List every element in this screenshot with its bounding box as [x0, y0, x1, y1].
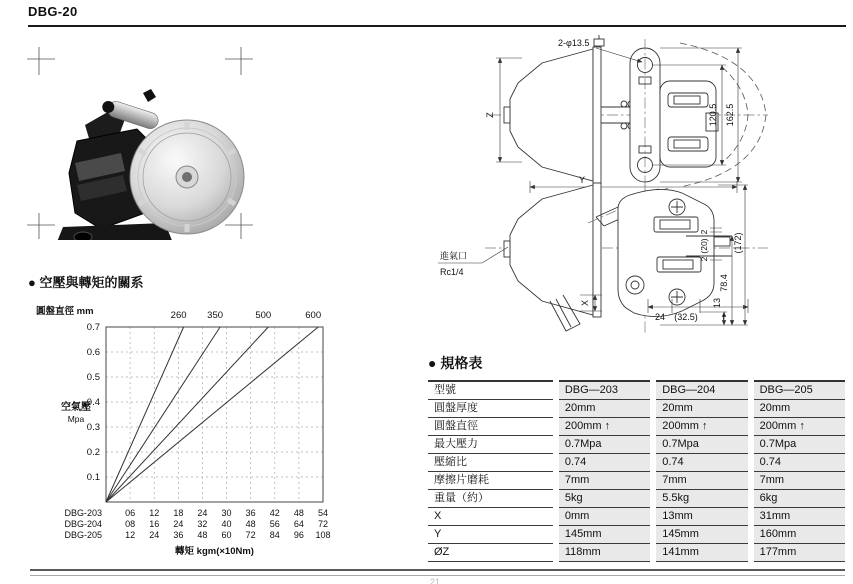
spec-model-cell: DBG—205: [751, 381, 845, 400]
technical-drawings: [430, 33, 853, 348]
chart-ytick-label: 0.6: [86, 347, 100, 358]
brake-caliper-photo: [55, 89, 244, 240]
dim-78-4-label: 78.4: [719, 274, 729, 292]
xscale-tick: 06: [125, 508, 136, 518]
xscale-tick: 72: [245, 530, 256, 540]
dim-y-label: Y: [578, 175, 586, 185]
chart-ytick-label: 0.3: [86, 422, 100, 433]
chart-ytick-label: 0.1: [86, 472, 100, 483]
xscale-tick: 36: [245, 508, 256, 518]
footer-rule: [30, 569, 845, 576]
xscale-tick: 24: [173, 519, 184, 529]
spec-value-cell: 0.74: [556, 454, 653, 472]
spec-value-cell: 20mm: [653, 400, 750, 418]
xscale-tick: 12: [149, 508, 160, 518]
spec-row: [428, 472, 845, 490]
spec-value-cell: 13mm: [653, 508, 750, 526]
spec-row-label: 最大壓力: [428, 436, 556, 454]
spec-value-cell: 0mm: [556, 508, 653, 526]
spec-row: [428, 418, 845, 436]
spec-row: [428, 490, 845, 508]
drum-chamber: [130, 120, 244, 234]
xscale-tick: 72: [317, 519, 329, 529]
chart-heading: ● 空壓與轉矩的關系: [28, 275, 144, 290]
spec-row-label: Y: [428, 526, 556, 544]
side-view-drawing: [485, 35, 768, 193]
xscale-tick: 42: [269, 508, 280, 518]
product-photo: [25, 45, 255, 240]
spec-value-cell: 118mm: [556, 544, 653, 562]
chart-ytick-label: 0.4: [86, 397, 100, 408]
spec-value-cell: 0.74: [751, 454, 845, 472]
spec-row-label: X: [428, 508, 556, 526]
chart-ytick-label: 0.2: [86, 447, 100, 458]
spec-value-cell: 200mm ↑: [653, 418, 750, 436]
xscale-tick: 48: [245, 519, 256, 529]
spec-row: [428, 454, 845, 472]
series-label: 350: [207, 310, 224, 321]
dim-r-label: r: [722, 312, 726, 322]
xscale-tick: 32: [197, 519, 208, 529]
xscale-tick: 96: [293, 530, 304, 540]
spec-value-cell: 5.5kg: [653, 490, 750, 508]
plan-view-drawing: [438, 183, 768, 335]
xscale-tick: 48: [293, 508, 304, 518]
chart-top-axis-label: 圓盤直徑 mm: [36, 306, 94, 317]
chart-ylabel-unit: Mpa: [67, 414, 85, 424]
xscale-tick: 60: [221, 530, 232, 540]
xscale-tick: 84: [269, 530, 280, 540]
spec-table: [428, 380, 845, 562]
spec-heading: ● 規格表: [428, 355, 483, 371]
dim-disc-label: (20): [699, 238, 709, 254]
xscale-tick: 56: [269, 519, 280, 529]
spec-value-cell: 160mm: [751, 526, 845, 544]
spec-value-cell: 0.74: [653, 454, 750, 472]
spec-value-cell: 0.7Mpa: [653, 436, 750, 454]
chart-ytick-label: 0.5: [86, 372, 100, 383]
air-chamber-plan: [510, 185, 593, 315]
dim-162-5-label: 162.5: [725, 103, 735, 127]
xscale-tick: 30: [221, 508, 232, 518]
dim-120-5-label: 120.5: [708, 103, 718, 127]
spec-value-cell: 141mm: [653, 544, 750, 562]
spec-header-label: 型號: [428, 381, 556, 400]
title-rule: [28, 25, 846, 27]
xscale-tick: 54: [317, 508, 329, 518]
spec-value-cell: 5kg: [556, 490, 653, 508]
spec-row-label: 圓盤厚度: [428, 400, 556, 418]
xscale-tick: 08: [125, 519, 136, 529]
spec-value-cell: 145mm: [653, 526, 750, 544]
xscale-tick: 36: [173, 530, 184, 540]
dim-z-label: Z: [485, 112, 495, 118]
spec-value-cell: 200mm ↑: [751, 418, 845, 436]
spec-value-cell: 177mm: [751, 544, 845, 562]
dim-gap-bottom-label: 2: [699, 256, 709, 262]
xscale-tick: 24: [197, 508, 208, 518]
spec-value-cell: 31mm: [751, 508, 845, 526]
chart-ytick-label: 0.7: [86, 322, 100, 333]
spec-value-cell: 20mm: [556, 400, 653, 418]
spec-row: [428, 526, 845, 544]
series-line-350: [106, 327, 220, 502]
xscale-tick: 108: [315, 530, 331, 540]
inlet-thread-label: Rc1/4: [440, 267, 464, 277]
spec-value-cell: 7mm: [751, 472, 845, 490]
spec-value-cell: 200mm ↑: [556, 418, 653, 436]
xscale-tick: 64: [293, 519, 304, 529]
xscale-model-label: DBG-204: [64, 519, 102, 529]
spec-row-label: 壓縮比: [428, 454, 556, 472]
dim-gap-top-label: 2: [699, 229, 709, 235]
xscale-tick: 16: [149, 519, 160, 529]
spec-value-cell: 6kg: [751, 490, 845, 508]
series-line-260: [106, 327, 184, 502]
xscale-tick: 40: [221, 519, 232, 529]
spec-model-cell: DBG—203: [556, 381, 653, 400]
chart-xlabel: 轉矩 kgm(×10Nm): [175, 546, 254, 557]
xscale-tick: 24: [149, 530, 160, 540]
spec-value-cell: 0.7Mpa: [751, 436, 845, 454]
xscale-tick: 48: [197, 530, 208, 540]
series-label: 500: [255, 310, 272, 321]
hole-dim-label: 2-φ13.5: [558, 38, 590, 48]
page-title: DBG-20: [28, 4, 78, 19]
dim-13-label: 13: [712, 297, 722, 309]
spec-value-cell: 20mm: [751, 400, 845, 418]
pressure-torque-chart: [28, 300, 338, 567]
spec-row-label: 摩擦片磨耗: [428, 472, 556, 490]
spec-row: [428, 544, 845, 562]
spec-value-cell: 7mm: [653, 472, 750, 490]
spec-header-row: [428, 381, 845, 400]
xscale-model-label: DBG-203: [64, 508, 102, 518]
spec-value-cell: 145mm: [556, 526, 653, 544]
dim-32-5-label: (32.5): [674, 312, 698, 322]
chart-ylabel: 空氣壓: [61, 402, 91, 413]
xscale-tick: 12: [125, 530, 136, 540]
dim-24-label: 24: [654, 312, 666, 322]
spec-row: [428, 400, 845, 418]
spec-model-cell: DBG—204: [653, 381, 750, 400]
dim-x-label: X: [580, 299, 590, 307]
series-label: 260: [170, 310, 187, 321]
xscale-tick: 18: [173, 508, 184, 518]
spec-row: [428, 508, 845, 526]
series-label: 600: [305, 310, 322, 321]
spec-row-label: ØZ: [428, 544, 556, 562]
dim-172-label: (172): [733, 232, 743, 254]
spec-value-cell: 0.7Mpa: [556, 436, 653, 454]
spec-value-cell: 7mm: [556, 472, 653, 490]
air-chamber: [510, 49, 593, 181]
spec-row-label: 重量（約）: [428, 490, 556, 508]
spec-row: [428, 436, 845, 454]
page-number: 21: [430, 577, 441, 584]
xscale-model-label: DBG-205: [64, 530, 102, 540]
series-line-600: [106, 327, 318, 502]
inlet-label: 進氣口: [440, 251, 468, 261]
spec-row-label: 圓盤直徑: [428, 418, 556, 436]
